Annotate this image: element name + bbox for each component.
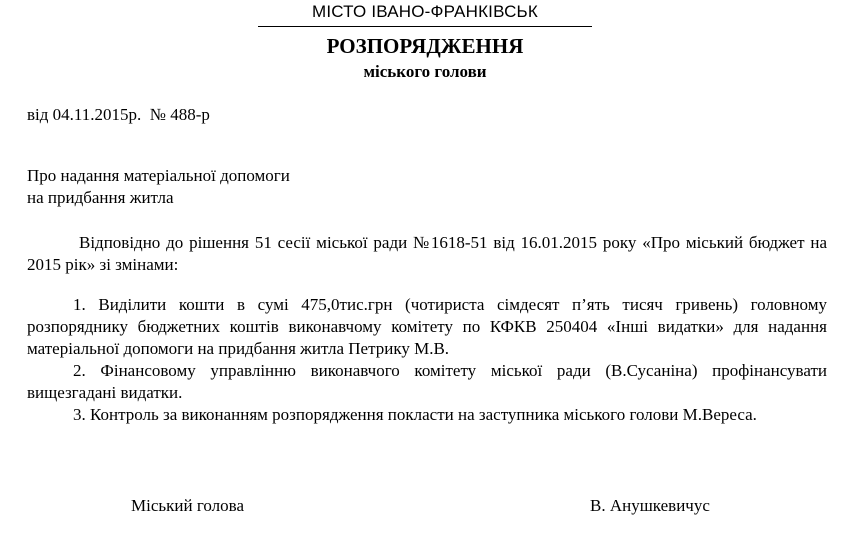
signature-position: Міський голова bbox=[131, 496, 244, 515]
date-and-number: від 04.11.2015р. № 488-р bbox=[27, 105, 210, 124]
document-subject bbox=[27, 165, 290, 209]
city-header: МІСТО ІВАНО-ФРАНКІВСЬК bbox=[258, 0, 592, 27]
signature-name: В. Анушкевичус bbox=[590, 496, 710, 515]
intro-paragraph: Відповідно до рішення 51 сесії міської ради №1618-51 від 16.01.2015 року «Про міський бюджет на 2015 рік» зі змінами: bbox=[27, 233, 827, 274]
order-item-1: 1. Виділити кошти в сумі 475,0тис.грн (чотириста сімдесят п’ять тисяч гривень) головному розпоряднику бюджетних коштів виконавчому комітету по КФКВ 250404 «Інші видатки» для надання матеріальної допомоги на придбання житла Петрику М.В. bbox=[27, 295, 827, 358]
order-item-2: 2. Фінансовому управлінню виконавчого комітету міської ради (В.Сусаніна) профінансувати вищезгадані видатки. bbox=[27, 361, 827, 402]
document-title: РОЗПОРЯДЖЕННЯ bbox=[326, 34, 524, 58]
subject-line-2: на придбання житла bbox=[27, 188, 174, 207]
order-item-3: 3. Контроль за виконанням розпорядження покласти на заступника міського голови М.Вереса. bbox=[73, 405, 757, 424]
document-subtitle: міського голови bbox=[363, 62, 487, 81]
order-items bbox=[27, 294, 827, 426]
subject-line-1: Про надання матеріальної допомоги bbox=[27, 166, 290, 185]
